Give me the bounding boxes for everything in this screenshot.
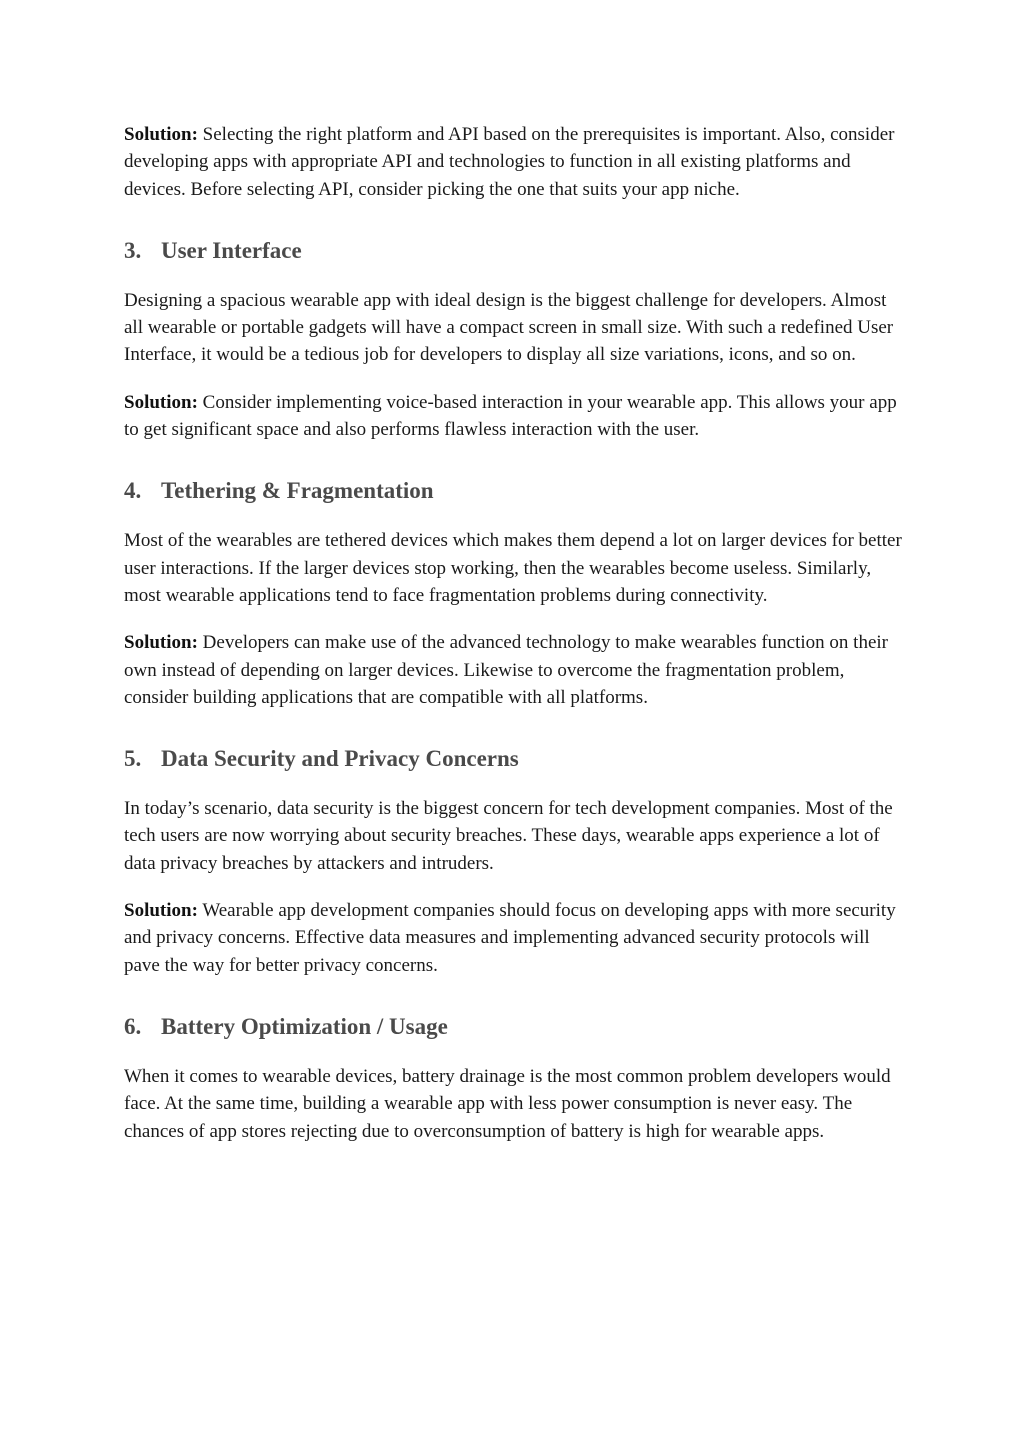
section-solution-paragraph bbox=[124, 629, 904, 711]
section-title: User Interface bbox=[161, 237, 302, 263]
section-body-paragraph: Designing a spacious wearable app with ideal design is the biggest challenge for developers. Almost all wearable or portable gadgets will have a compact screen in small size. With such a redefined User Interface, it would be a tedious job for developers to display all size variations, icons, and so on. bbox=[124, 289, 894, 366]
solution-text: Wearable app development companies should focus on developing apps with more security and privacy concerns. Effective data measures and implementing advanced security protocols will pave the way for better privacy concerns. bbox=[124, 900, 896, 976]
section-title: Battery Optimization / Usage bbox=[161, 1013, 448, 1039]
intro-solution-paragraph bbox=[124, 121, 904, 203]
solution-text: Developers can make use of the advanced technology to make wearables function on their own instead of depending on larger devices. Likewise to overcome the fragmentation problem, consider building applications that are compatible with all platforms. bbox=[124, 632, 888, 708]
solution-label: Solution: bbox=[124, 900, 198, 922]
section-number: 5. bbox=[124, 746, 142, 772]
section-body-paragraph: When it comes to wearable devices, battery drainage is the most common problem developers would face. At the same time, building a wearable app with less power consumption is never easy. The chances of app stores rejecting due to overconsumption of battery is high for wearable apps. bbox=[124, 1065, 891, 1142]
solution-text: Selecting the right platform and API based on the prerequisites is important. Also, consider developing apps with appropriate API and technologies to function in all existing platforms and devices. Before selecting API, consider picking the one that suits your app niche. bbox=[124, 124, 895, 200]
section-title: Tethering & Fragmentation bbox=[161, 478, 434, 504]
section-body-paragraph: In today’s scenario, data security is the biggest concern for tech development companies. Most of the tech users are now worrying about security breaches. These days, wearable apps experience a lot of data privacy breaches by attackers and intruders. bbox=[124, 798, 893, 874]
solution-label: Solution: bbox=[124, 391, 198, 413]
section-heading-user-interface bbox=[124, 237, 904, 265]
solution-label: Solution: bbox=[124, 124, 198, 145]
section-number: 4. bbox=[124, 478, 142, 504]
document-page bbox=[124, 121, 904, 1145]
section-solution-paragraph bbox=[124, 897, 904, 979]
solution-text: Consider implementing voice-based interaction in your wearable app. This allows your app to get significant space and also performs flawless interaction with the user. bbox=[124, 391, 897, 441]
section-body-paragraph: Most of the wearables are tethered devices which makes them depend a lot on larger devices for better user interactions. If the larger devices stop working, then the wearables become useless. Similarly, most wearable applications tend to face fragmentation problems during connectivity. bbox=[124, 530, 902, 606]
section-solution-paragraph bbox=[124, 389, 904, 444]
section-heading-tethering-fragmentation bbox=[124, 477, 904, 505]
section-title: Data Security and Privacy Concerns bbox=[161, 746, 519, 772]
section-number: 3. bbox=[124, 237, 142, 263]
section-number: 6. bbox=[124, 1013, 142, 1039]
solution-label: Solution: bbox=[124, 632, 198, 654]
section-heading-battery-optimization bbox=[124, 1013, 904, 1041]
section-heading-data-security bbox=[124, 745, 904, 773]
